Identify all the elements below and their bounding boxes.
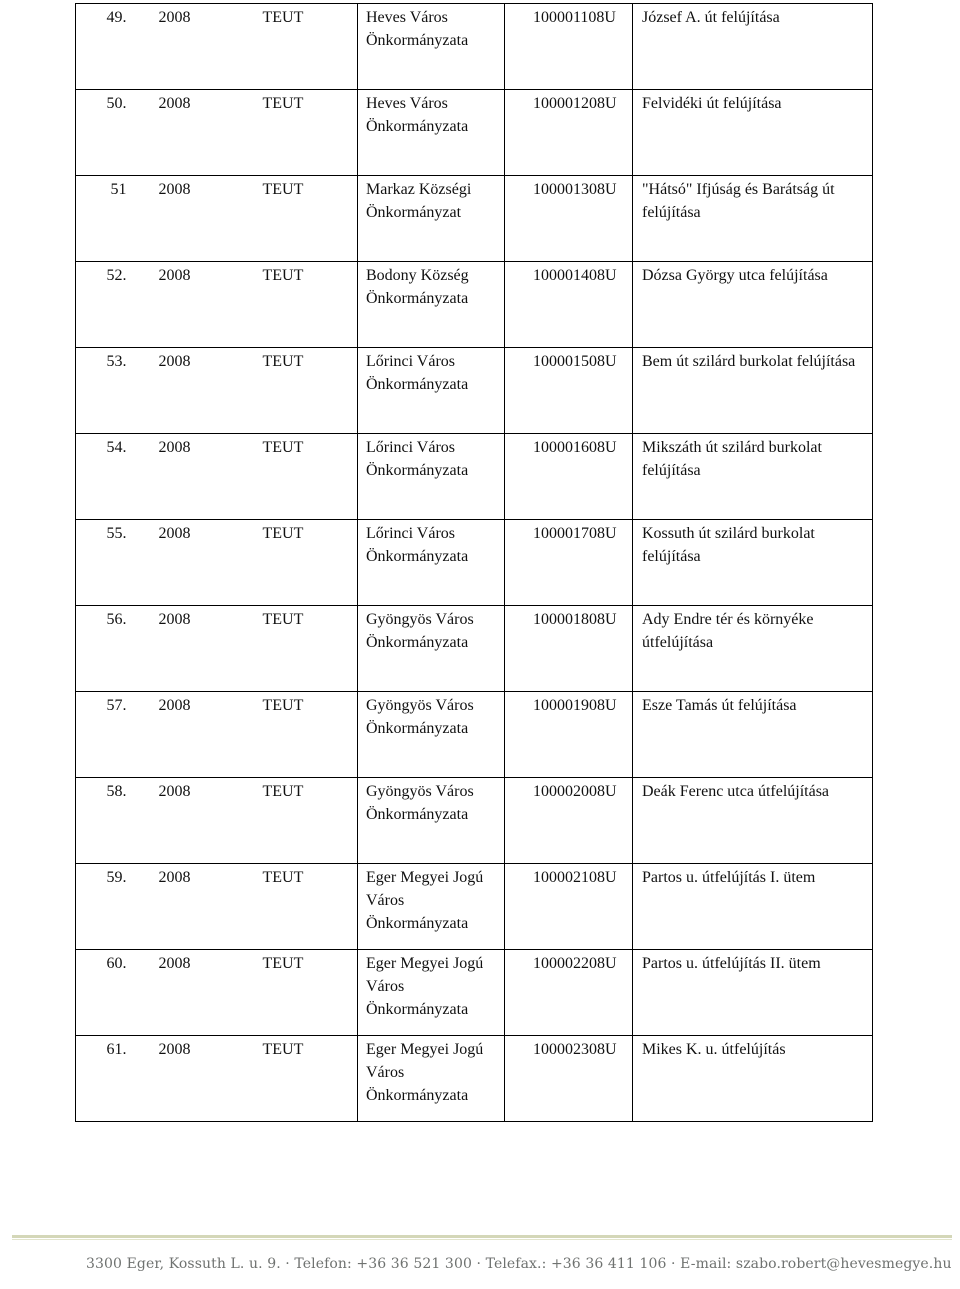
row-number: 50. [76, 90, 155, 176]
row-year: 2008 [155, 778, 239, 864]
table-row [76, 692, 873, 778]
row-number: 52. [76, 262, 155, 348]
table-row [76, 520, 873, 606]
row-program: TEUT [239, 778, 358, 864]
row-program: TEUT [239, 606, 358, 692]
footer-divider [12, 1235, 952, 1238]
row-project-id: 100002108U [505, 864, 633, 950]
table-row [76, 1036, 873, 1122]
row-beneficiary: Heves Város Önkormányzata [358, 4, 505, 90]
row-number: 55. [76, 520, 155, 606]
row-beneficiary: Eger Megyei Jogú Város Önkormányzata [358, 1036, 505, 1122]
row-beneficiary: Eger Megyei Jogú Város Önkormányzata [358, 950, 505, 1036]
row-year: 2008 [155, 692, 239, 778]
row-project-id: 100002008U [505, 778, 633, 864]
row-number: 60. [76, 950, 155, 1036]
row-program: TEUT [239, 1036, 358, 1122]
row-year: 2008 [155, 1036, 239, 1122]
row-year: 2008 [155, 262, 239, 348]
table-row [76, 348, 873, 434]
row-project-id: 100001108U [505, 4, 633, 90]
row-project-id: 100001908U [505, 692, 633, 778]
row-year: 2008 [155, 176, 239, 262]
table-row [76, 434, 873, 520]
row-number: 51 [76, 176, 155, 262]
row-program: TEUT [239, 864, 358, 950]
row-year: 2008 [155, 606, 239, 692]
row-program: TEUT [239, 90, 358, 176]
row-program: TEUT [239, 348, 358, 434]
row-beneficiary: Eger Megyei Jogú Város Önkormányzata [358, 864, 505, 950]
row-program: TEUT [239, 950, 358, 1036]
row-number: 59. [76, 864, 155, 950]
row-program: TEUT [239, 4, 358, 90]
row-program: TEUT [239, 262, 358, 348]
row-program: TEUT [239, 692, 358, 778]
table-row [76, 90, 873, 176]
row-project-id: 100002308U [505, 1036, 633, 1122]
table-row [76, 176, 873, 262]
row-description: Kossuth út szilárd burkolat felújítása [633, 520, 873, 606]
row-description: Partos u. útfelújítás II. ütem [633, 950, 873, 1036]
row-description: Dózsa György utca felújítása [633, 262, 873, 348]
row-description: Mikszáth út szilárd burkolat felújítása [633, 434, 873, 520]
table-row [76, 606, 873, 692]
row-year: 2008 [155, 90, 239, 176]
row-project-id: 100001208U [505, 90, 633, 176]
row-number: 61. [76, 1036, 155, 1122]
row-description: József A. út felújítása [633, 4, 873, 90]
row-number: 49. [76, 4, 155, 90]
row-beneficiary: Heves Város Önkormányzata [358, 90, 505, 176]
row-program: TEUT [239, 434, 358, 520]
table-row [76, 4, 873, 90]
row-project-id: 100001808U [505, 606, 633, 692]
row-description: Bem út szilárd burkolat felújítása [633, 348, 873, 434]
row-beneficiary: Lőrinci Város Önkormányzata [358, 434, 505, 520]
row-number: 56. [76, 606, 155, 692]
row-year: 2008 [155, 4, 239, 90]
table-row [76, 262, 873, 348]
row-description: Mikes K. u. útfelújítás [633, 1036, 873, 1122]
row-project-id: 100001508U [505, 348, 633, 434]
row-project-id: 100002208U [505, 950, 633, 1036]
row-project-id: 100001708U [505, 520, 633, 606]
row-beneficiary: Lőrinci Város Önkormányzata [358, 520, 505, 606]
footer-address: 3300 Eger, Kossuth L. u. 9. · Telefon: +36 36 521 300 · Telefax.: +36 36 411 106 · E-mail: szabo.robert@hevesmegye.hu [86, 1256, 952, 1272]
row-beneficiary: Gyöngyös Város Önkormányzata [358, 692, 505, 778]
row-description: Deák Ferenc utca útfelújítása [633, 778, 873, 864]
row-year: 2008 [155, 348, 239, 434]
row-description: Felvidéki út felújítása [633, 90, 873, 176]
row-number: 58. [76, 778, 155, 864]
row-description: Esze Tamás út felújítása [633, 692, 873, 778]
footer-divider-thin [12, 1239, 952, 1240]
table-row [76, 864, 873, 950]
row-number: 57. [76, 692, 155, 778]
table-row [76, 950, 873, 1036]
row-description: "Hátsó" Ifjúság és Barátság út felújítása [633, 176, 873, 262]
row-number: 53. [76, 348, 155, 434]
row-beneficiary: Gyöngyös Város Önkormányzata [358, 606, 505, 692]
table-row [76, 778, 873, 864]
row-description: Ady Endre tér és környéke útfelújítása [633, 606, 873, 692]
project-table-body [76, 4, 873, 1122]
row-program: TEUT [239, 520, 358, 606]
row-beneficiary: Gyöngyös Város Önkormányzata [358, 778, 505, 864]
row-year: 2008 [155, 950, 239, 1036]
row-project-id: 100001308U [505, 176, 633, 262]
row-year: 2008 [155, 520, 239, 606]
row-number: 54. [76, 434, 155, 520]
row-year: 2008 [155, 864, 239, 950]
row-project-id: 100001408U [505, 262, 633, 348]
project-table [75, 3, 873, 1122]
row-description: Partos u. útfelújítás I. ütem [633, 864, 873, 950]
row-program: TEUT [239, 176, 358, 262]
row-beneficiary: Bodony Község Önkormányzata [358, 262, 505, 348]
row-project-id: 100001608U [505, 434, 633, 520]
row-beneficiary: Lőrinci Város Önkormányzata [358, 348, 505, 434]
row-year: 2008 [155, 434, 239, 520]
row-beneficiary: Markaz Községi Önkormányzat [358, 176, 505, 262]
